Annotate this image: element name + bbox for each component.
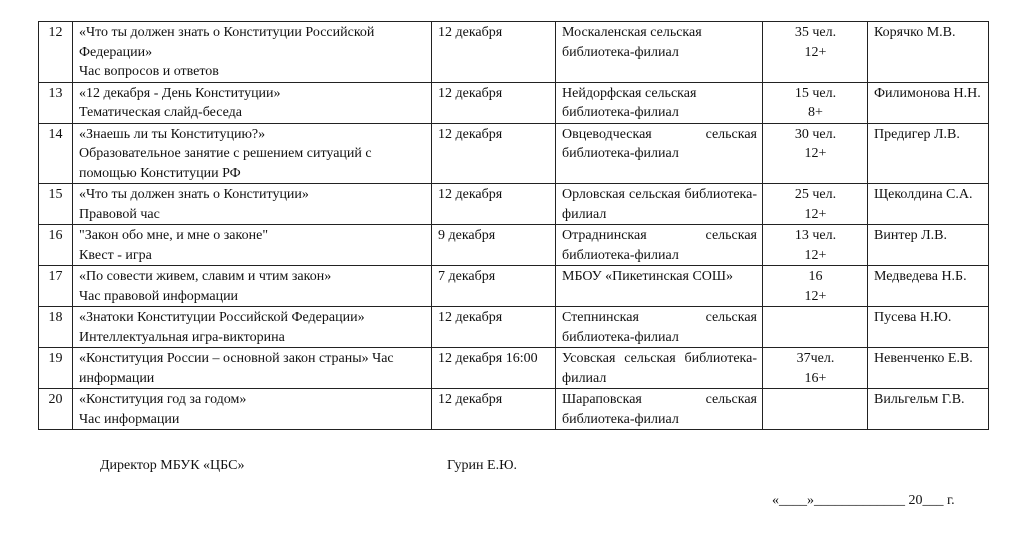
signature-position: Директор МБУК «ЦБС» [100, 458, 245, 473]
attendance-cell [763, 225, 868, 266]
responsible-person: Предигер Л.В. [868, 123, 989, 184]
event-date: 12 декабря [432, 389, 556, 430]
table-row [39, 307, 989, 348]
responsible-person: Невенченко Е.В. [868, 348, 989, 389]
row-number: 15 [39, 184, 73, 225]
event-place: Овцеводческая сельская библиотека-филиал [556, 123, 763, 184]
event-place: Орловская сельская библиотека-филиал [556, 184, 763, 225]
event-cell [73, 22, 432, 83]
event-cell [73, 225, 432, 266]
table-row [39, 82, 989, 123]
event-place: Отраднинская сельская библиотека-филиал [556, 225, 763, 266]
event-place: Усовская сельская библиотека-филиал [556, 348, 763, 389]
event-date: 12 декабря [432, 82, 556, 123]
event-place: МБОУ «Пикетинская СОШ» [556, 266, 763, 307]
event-cell [73, 266, 432, 307]
attendance-cell [763, 348, 868, 389]
event-date: 12 декабря [432, 307, 556, 348]
date-line: «____»_____________ 20___ г. [772, 493, 955, 508]
event-title: «Что ты должен знать о Конституции» [79, 187, 309, 202]
event-date: 12 декабря [432, 22, 556, 83]
event-place: Нейдорфская сельская библиотека-филиал [556, 82, 763, 123]
event-title: «12 декабря - День Конституции» [79, 85, 281, 101]
age-rating: 12+ [804, 206, 827, 222]
event-title: «По совести живем, славим и чтим закон» [79, 269, 332, 284]
responsible-person: Щеколдина С.А. [868, 184, 989, 225]
attendance-cell [763, 123, 868, 184]
event-cell [73, 184, 432, 225]
event-date: 12 декабря [432, 123, 556, 184]
attendance-count: 30 чел. [794, 126, 837, 142]
table-row [39, 184, 989, 225]
event-type: Час вопросов и ответов [79, 64, 219, 79]
event-type: Правовой час [79, 206, 160, 222]
age-rating: 12+ [804, 288, 827, 304]
event-cell [73, 389, 432, 430]
responsible-person: Филимонова Н.Н. [868, 82, 989, 123]
event-cell [73, 82, 432, 123]
event-title: "Закон обо мне, и мне о законе" [79, 228, 269, 243]
row-number: 16 [39, 225, 73, 266]
event-date: 9 декабря [432, 225, 556, 266]
event-place: Москаленская сельская библиотека-филиал [556, 22, 763, 83]
attendance-count: 37чел. [796, 351, 835, 366]
table-row [39, 389, 989, 430]
event-title: «Знатоки Конституции Российской Федерации» [79, 310, 365, 325]
event-title: «Что ты должен знать о Конституции Российской Федерации» [79, 25, 375, 60]
row-number: 18 [39, 307, 73, 348]
row-number: 14 [39, 123, 73, 184]
event-type: Тематическая слайд-беседа [79, 105, 242, 120]
attendance-count: 13 чел. [794, 228, 837, 243]
table-row [39, 266, 989, 307]
attendance-count: 35 чел. [794, 25, 837, 40]
event-date: 7 декабря [432, 266, 556, 307]
row-number: 19 [39, 348, 73, 389]
event-title: «Конституция год за годом» [79, 392, 247, 407]
attendance-cell [763, 22, 868, 83]
row-number: 12 [39, 22, 73, 83]
age-rating: 12+ [804, 146, 827, 161]
responsible-person: Пусева Н.Ю. [868, 307, 989, 348]
event-type: Интеллектуальная игра-викторина [79, 329, 285, 345]
event-place: Степнинская сельская библиотека-филиал [556, 307, 763, 348]
attendance-count: 25 чел. [794, 187, 837, 202]
attendance-count: 16 [808, 269, 823, 284]
events-table [38, 21, 989, 430]
responsible-person: Корячко М.В. [868, 22, 989, 83]
age-rating: 8+ [808, 105, 823, 120]
signature-name: Гурин Е.Ю. [447, 458, 517, 473]
event-type: Час информации [79, 411, 180, 427]
event-cell [73, 123, 432, 184]
table-row [39, 225, 989, 266]
responsible-person: Вильгельм Г.В. [868, 389, 989, 430]
attendance-cell [763, 389, 868, 430]
event-type: Час правовой информации [79, 288, 239, 304]
attendance-cell [763, 307, 868, 348]
table-row [39, 22, 989, 83]
attendance-count: 15 чел. [794, 85, 837, 101]
event-date: 12 декабря [432, 184, 556, 225]
table-row [39, 123, 989, 184]
row-number: 13 [39, 82, 73, 123]
event-cell [73, 307, 432, 348]
attendance-cell [763, 184, 868, 225]
event-type: Образовательное занятие с решением ситуаций с помощью Конституции РФ [79, 146, 372, 181]
event-type: Квест - игра [79, 247, 152, 263]
row-number: 20 [39, 389, 73, 430]
event-title: «Конституция России – основной закон страны» Час информации [79, 351, 394, 386]
attendance-cell [763, 266, 868, 307]
event-title: «Знаешь ли ты Конституцию?» [79, 126, 266, 142]
age-rating: 12+ [804, 44, 827, 60]
age-rating: 12+ [804, 247, 827, 263]
row-number: 17 [39, 266, 73, 307]
responsible-person: Медведева Н.Б. [868, 266, 989, 307]
event-cell [73, 348, 432, 389]
responsible-person: Винтер Л.В. [868, 225, 989, 266]
attendance-cell [763, 82, 868, 123]
event-date: 12 декабря 16:00 [432, 348, 556, 389]
age-rating: 16+ [804, 370, 827, 386]
event-place: Шараповская сельская библиотека-филиал [556, 389, 763, 430]
table-row [39, 348, 989, 389]
